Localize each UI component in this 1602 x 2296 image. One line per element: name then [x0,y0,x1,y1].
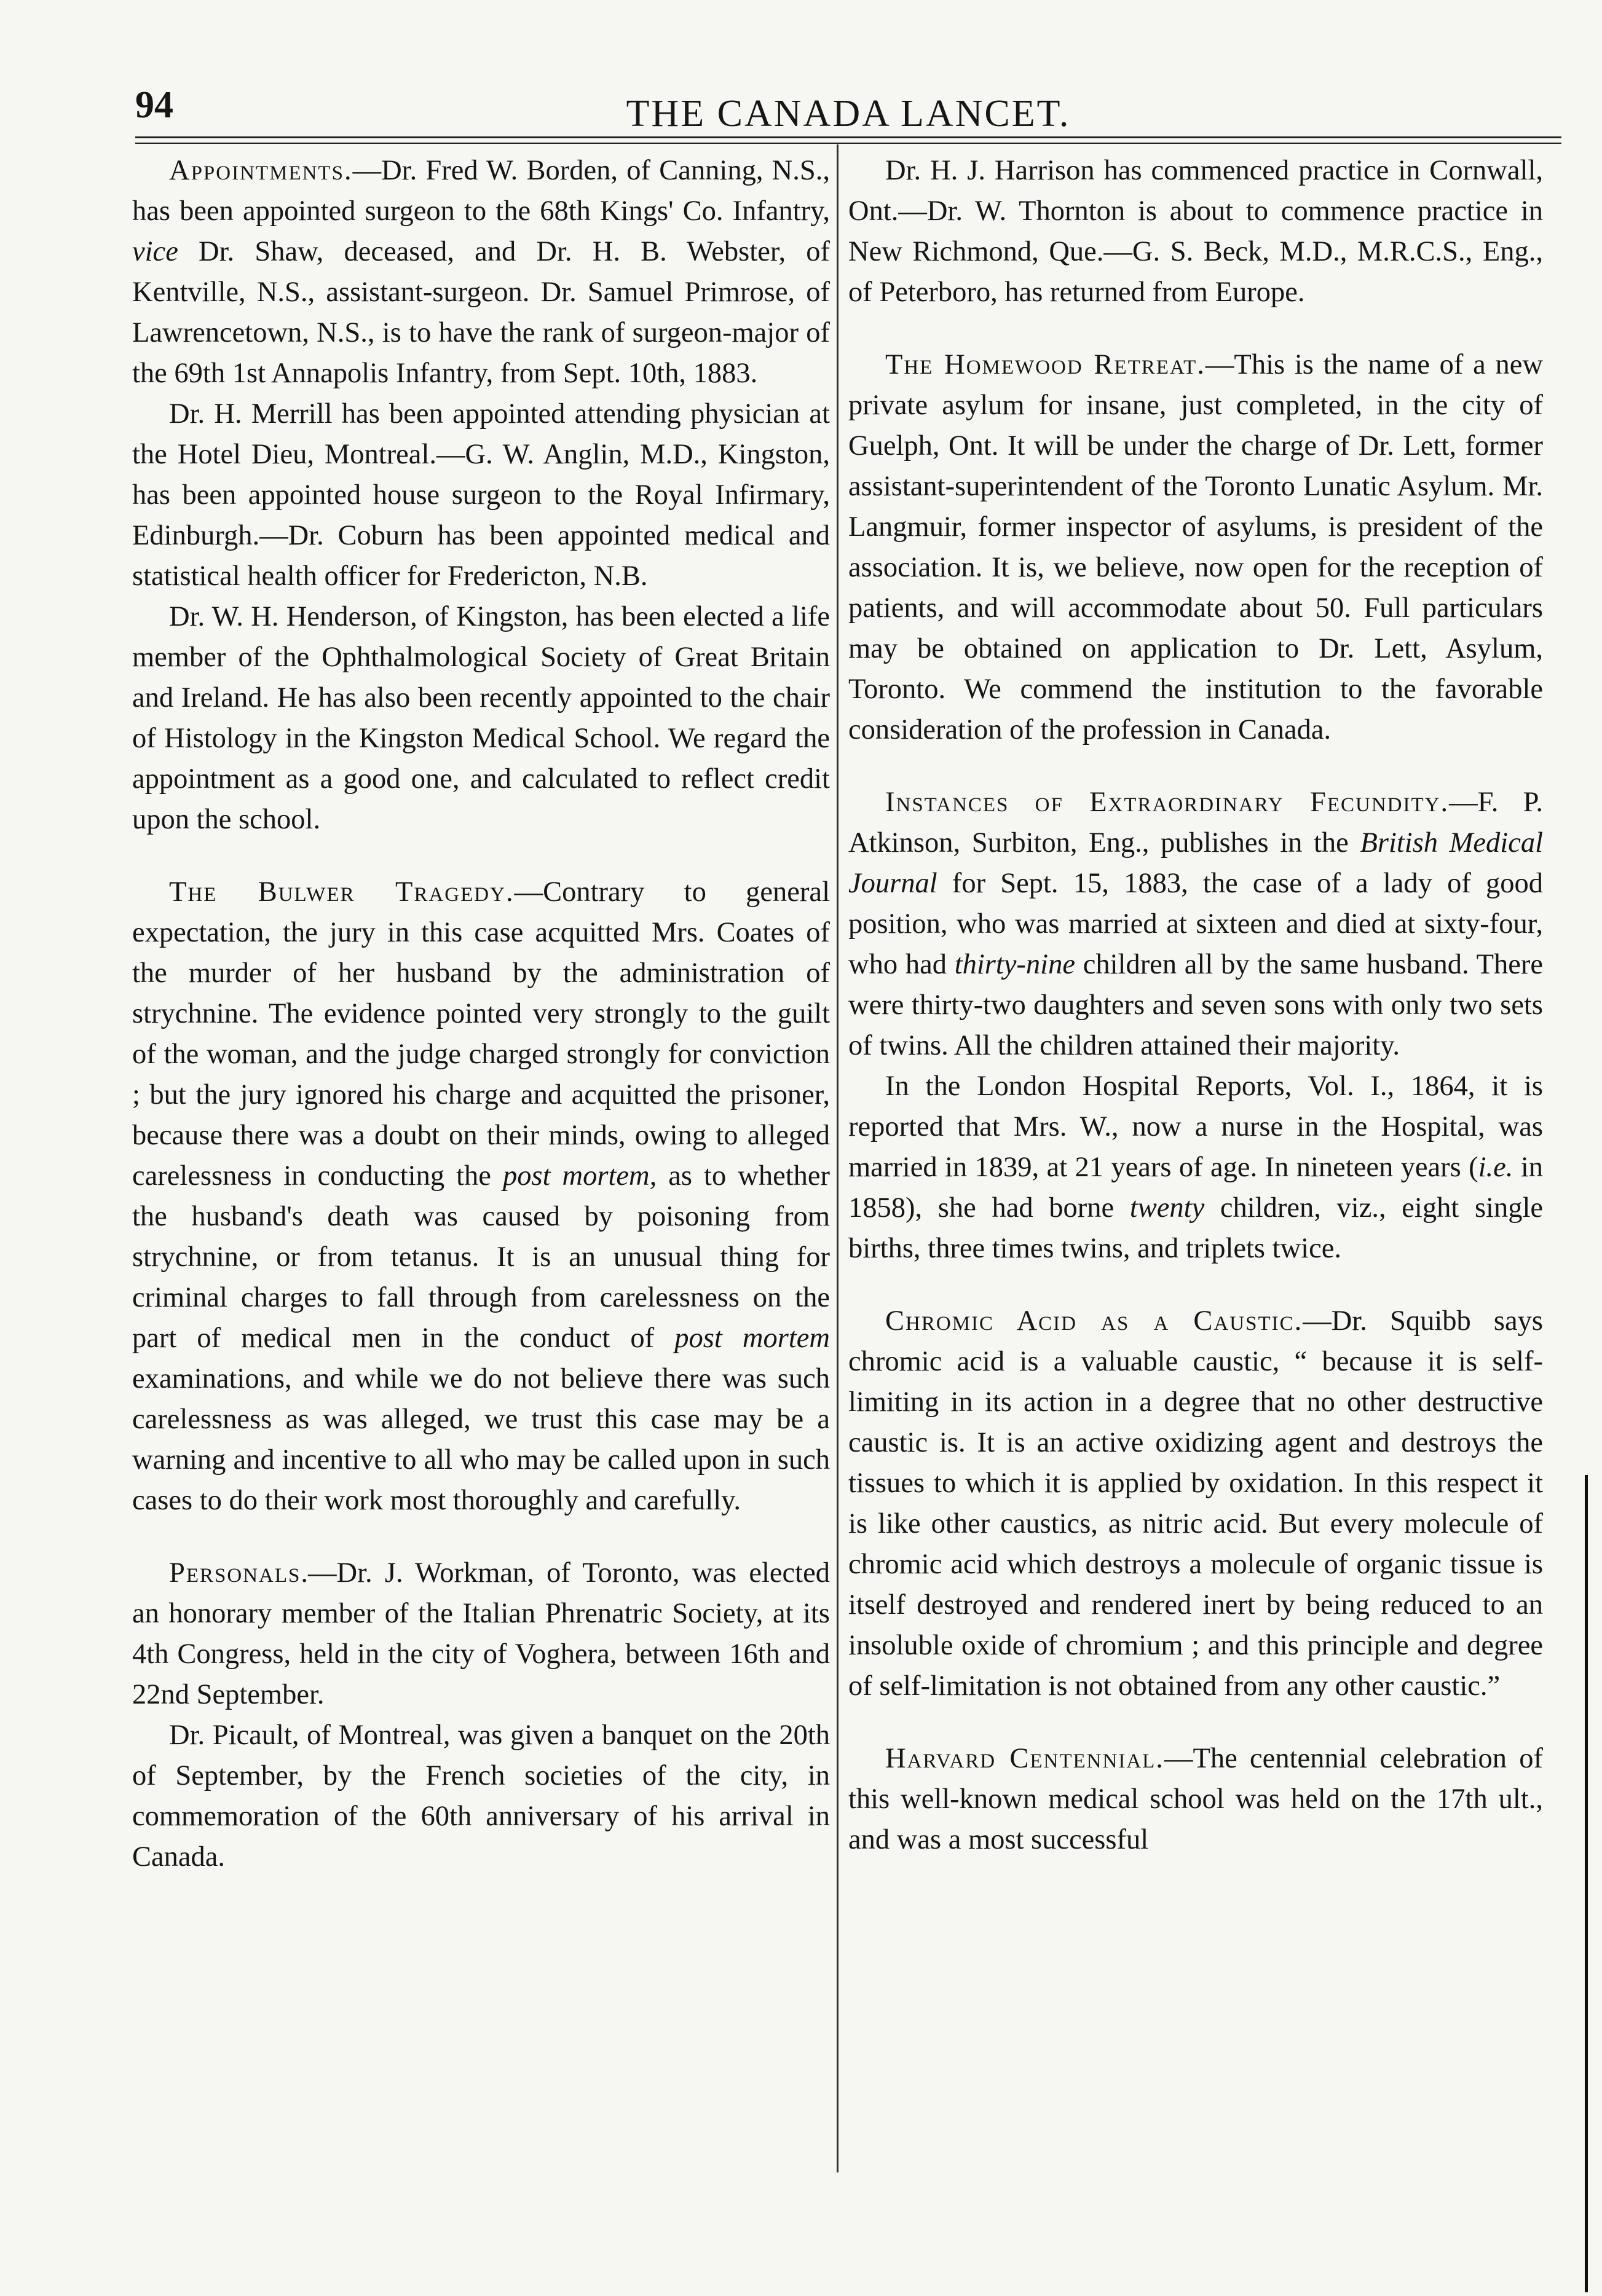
bulwer-heading: The Bulwer Tragedy. [169,876,515,908]
column-divider [837,144,838,2172]
bulwer-text-2: as to whether the husband's death was caused by poisoning from strychnine, or from tetanus. It is an unusual thing for criminal charges to fall through from carelessness on the part of medical men in the conduct of [132,1160,831,1354]
henderson-paragraph: Dr. W. H. Henderson, of Kingston, has been elected a life member of the Ophthalmological Society of Great Britain and Ireland. He has also been recently appointed to the chair of Histology in the Kingston Medical School. We regard the appointment as a good one, and calculated to reflect credit upon the school. [132,601,830,835]
harrison-paragraph: Dr. H. J. Harrison has commenced practice in Cornwall, Ont.—Dr. W. Thornton is about to commence practice in New Richmond, Que.—G. S. Beck, M.D., M.R.C.S., Eng., of Peterboro, has returned from Europe. [848,155,1543,308]
london-text-3: children, viz., eight single births, three times twins, and triplets twice. [848,1192,1544,1264]
left-column [132,151,830,1877]
header-rule [135,136,1561,138]
fecundity-paragraph [848,782,1543,1066]
chromic-text: —Dr. Squibb says chromic acid is a valuable caustic, “ because it is self-limiting in its action in a degree that no other destructive caustic is. It is an active oxidizing agent and destroys the tissues to which it is applied by oxidation. In this respect it is like other caustics, as nitric acid. But every molecule of chromic acid which destroys a molecule of organic tissue is itself destroyed and rendered inert by being reduced to an insoluble oxide of chromium ; and this principle and degree of self-limitation is not obtained from any other caustic.” [848,1305,1543,1702]
bulwer-italic-2: post mortem [674,1323,830,1354]
london-italic-twenty: twenty [1129,1192,1205,1224]
bulwer-paragraph [132,872,830,1521]
personals-paragraph [132,1553,830,1715]
fecundity-journal-title: British Medical Journal [848,827,1544,899]
london-text-1: In the London Hospital Reports, Vol. I., 1864, it is reported that Mrs. W., now a nurse in the Hospital, was married in 1839, at 21 years of age. In nineteen years ( [848,1071,1543,1183]
appointments-text-rest: Dr. Shaw, deceased, and Dr. H. B. Webster, of Kentville, N.S., assistant-surgeon. Dr. Samuel Primrose, of Lawrencetown, N.S., is to have the rank of surgeon-major of the 69th 1st Annapolis Infantry, from Sept. 10th, 1883. [132,236,831,389]
homewood-paragraph [848,345,1543,750]
harvard-paragraph [848,1739,1543,1860]
personals-text: .—Dr. J. Workman, of Toronto, was elected an honorary member of the Italian Phrenatric Society, at its 4th Congress, held in the city of Voghera, between 16th and 22nd September. [132,1557,830,1710]
fecundity-text-3: children all by the same husband. There were thirty-two daughters and seven sons with only two sets of twins. All the children attained their majority. [848,949,1543,1061]
fecundity-text-2: for Sept. 15, 1883, the case of a lady of good position, who was married at sixteen and died at sixty-four, who had [848,868,1544,980]
london-italic-ie: i.e. [1478,1152,1513,1183]
page-header [135,74,1561,141]
page-number: 94 [135,84,173,126]
fecundity-heading: Instances of Extraordinary Fecundity. [885,787,1450,818]
appointments-heading: Appointments. [169,155,353,186]
fecundity-italic-number: thirty-nine [954,949,1075,980]
scan-edge-mark [1585,1475,1588,2292]
appointments-text: —Dr. Fred W. Borden, of Canning, N.S., has been appointed surgeon to the 68th Kings' Co. Infantry, [132,155,830,227]
bulwer-text-3: examinations, and while we do not believe there was such carelessness as was alleged, we trust this case may be a warning and incentive to all who may be called upon in such cases to do their work most thoroughly and carefully. [132,1363,830,1516]
harvard-heading: Harvard Centennial. [885,1743,1164,1774]
london-text-2: in 1858), she had borne [848,1152,1543,1224]
harvard-text: —The centennial celebration of this well-known medical school was held on the 17th ult., and was a most successful [848,1743,1544,1855]
london-hospital-paragraph [848,1066,1543,1269]
homewood-heading: The Homewood Retreat. [885,349,1205,380]
header-rule-thin [135,143,1561,144]
right-column [848,151,1543,1860]
appointments-vice: vice [132,236,178,267]
bulwer-text-1: —Contrary to general expectation, the jury in this case acquitted Mrs. Coates of the murder of her husband by the administration of strychnine. The evidence pointed very strongly to the guilt of the woman, and the judge charged strongly for conviction ; but the jury ignored his charge and acquitted the prisoner, because there was a doubt on their minds, owing to alleged carelessness in conducting the [132,876,830,1192]
homewood-text: —This is the name of a new private asylum for insane, just completed, in the city of Guelph, Ont. It will be under the charge of Dr. Lett, former assistant-superintendent of the Toronto Lunatic Asylum. Mr. Langmuir, former inspector of asylums, is president of the association. It is, we believe, now open for the reception of patients, and will accommodate about 50. Full particulars may be obtained on application to Dr. Lett, Asylum, Toronto. We commend the institution to the favorable consideration of the profession in Canada. [848,349,1543,745]
chromic-heading: Chromic Acid as a Caustic. [885,1305,1303,1337]
merrill-paragraph: Dr. H. Merrill has been appointed attending physician at the Hotel Dieu, Montreal.—G. W. Anglin, M.D., Kingston, has been appointed house surgeon to the Royal Infirmary, Edinburgh.—Dr. Coburn has been appointed medical and statistical health officer for Fredericton, N.B. [132,398,830,592]
personals-heading: Personals [169,1557,301,1589]
appointments-paragraph [132,151,830,394]
chromic-paragraph [848,1301,1543,1707]
running-title: THE CANADA LANCET. [626,93,1071,135]
bulwer-italic-1: post mortem, [502,1160,657,1192]
picault-paragraph: Dr. Picault, of Montreal, was given a banquet on the 20th of September, by the French societies of the city, in commemoration of the 60th anniversary of his arrival in Canada. [132,1720,830,1873]
fecundity-text-1: —F. P. Atkinson, Surbiton, Eng., publishes in the [848,787,1543,859]
